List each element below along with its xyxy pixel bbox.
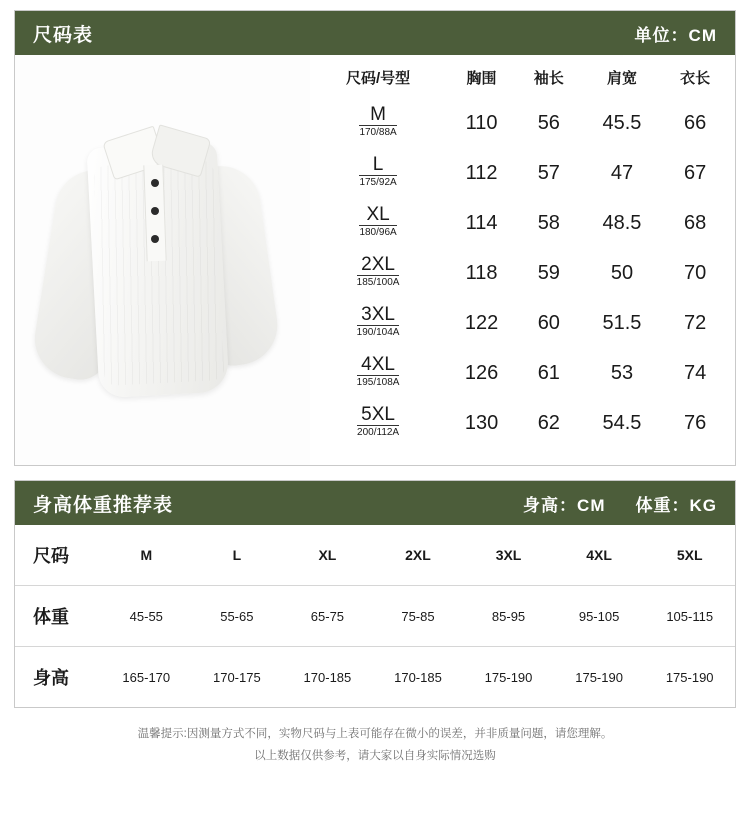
row-label-weight: 体重 [15,586,101,647]
cell-bust: 130 [464,411,499,434]
size-spec: 200/112A [357,427,400,438]
hw-height-cell: 175-190 [644,647,735,708]
hw-size-cell: 4XL [586,547,612,563]
height-weight-title: 身高体重推荐表 [33,494,174,516]
size-label: L [359,155,396,176]
table-row [15,525,735,586]
cell-bust: 122 [464,311,499,334]
col-length: 衣长 [680,70,711,87]
hw-size-cell: XL [318,547,337,563]
height-weight-table [15,525,735,707]
cell-size [310,248,446,298]
cell-size [310,148,446,198]
shirt-button-2 [151,207,159,215]
size-spec: 190/104A [356,327,400,338]
col-shoulder: 肩宽 [606,70,637,87]
cell-sleeve: 62 [537,411,560,434]
size-label: M [359,105,396,126]
note-line-2: 以上数据仅供参考，请大家以自身实际情况选购 [254,749,496,762]
size-table-pane [310,55,735,465]
table-row [310,298,727,348]
table-row [310,148,727,198]
cell-bust: 118 [465,261,498,284]
cell-size [310,198,446,248]
cell-bust: 110 [465,111,498,134]
product-photo [15,55,310,465]
cell-sleeve: 59 [537,261,560,284]
cell-length: 67 [684,161,707,184]
row-label-size: 尺码 [33,546,69,566]
note-line-1: 温馨提示:因测量方式不同，实物尺码与上表可能存在微小的误差，并非质量问题，请您理解。 [137,728,613,740]
hw-weight-cell: 55-65 [192,586,283,647]
shirt-illustration [41,103,291,423]
cell-length: 70 [684,261,707,284]
cell-shoulder: 48.5 [602,211,642,234]
height-weight-card [14,480,736,708]
cell-bust: 112 [465,161,498,184]
size-chart-title: 尺码表 [33,24,94,46]
cell-length: 72 [684,311,707,334]
size-spec: 175/92A [359,177,397,188]
hw-weight-cell: 105-115 [644,586,735,647]
table-row [310,198,727,248]
size-label: 2XL [357,255,400,276]
size-table-header-row [310,67,727,98]
cell-bust: 114 [465,211,498,234]
hw-size-cell: 3XL [495,547,522,563]
hw-height-cell: 170-185 [282,647,373,708]
hw-weight-cell: 45-55 [101,586,192,647]
size-chart-body [15,55,735,465]
cell-sleeve: 58 [537,211,560,234]
col-bust: 胸围 [466,70,497,87]
cell-shoulder: 51.5 [602,311,642,334]
size-spec: 180/96A [359,227,397,238]
cell-size [310,348,446,398]
size-spec: 195/108A [356,377,400,388]
size-chart-header [15,11,735,55]
table-row [15,647,735,708]
col-sleeve: 袖长 [533,70,564,87]
cell-size [310,398,446,448]
hw-size-cell: M [140,547,153,563]
footer-notes [14,724,736,768]
size-chart-unit: 单位：CM [634,25,717,45]
cell-shoulder: 53 [610,361,634,384]
cell-sleeve: 56 [537,111,560,134]
cell-length: 66 [684,111,707,134]
height-weight-header [15,481,735,525]
cell-sleeve: 60 [537,311,560,334]
hw-height-cell: 175-190 [554,647,645,708]
height-unit: 身高：CM [523,495,606,515]
hw-weight-cell: 65-75 [282,586,373,647]
cell-shoulder: 50 [610,261,634,284]
size-label: XL [359,205,396,226]
row-label-height: 身高 [15,647,101,708]
table-row [15,586,735,647]
cell-shoulder: 54.5 [602,411,642,434]
size-label: 5XL [357,405,399,426]
cell-length: 76 [684,411,707,434]
cell-shoulder: 47 [610,161,634,184]
size-spec: 185/100A [356,277,400,288]
cell-size [310,298,446,348]
size-chart-card [14,10,736,466]
size-label: 4XL [357,355,400,376]
cell-length: 74 [684,361,707,384]
table-row [310,348,727,398]
weight-unit: 体重：KG [635,495,717,515]
shirt-button-1 [151,179,159,187]
hw-height-cell: 170-175 [192,647,283,708]
cell-length: 68 [684,211,707,234]
hw-weight-cell: 85-95 [463,586,554,647]
hw-size-cell: L [232,547,242,563]
table-row [310,98,727,148]
hw-height-cell: 165-170 [101,647,192,708]
cell-shoulder: 45.5 [602,111,642,134]
hw-size-cell: 2XL [405,547,431,563]
cell-bust: 126 [464,361,499,384]
cell-size [310,98,446,148]
hw-height-cell: 170-185 [373,647,464,708]
hw-weight-cell: 95-105 [554,586,645,647]
hw-weight-cell: 75-85 [373,586,464,647]
size-spec: 170/88A [359,127,397,138]
col-size: 尺码/号型 [345,70,411,87]
cell-sleeve: 57 [537,161,560,184]
hw-height-cell: 175-190 [463,647,554,708]
table-row [310,398,727,448]
size-label: 3XL [357,305,400,326]
table-row [310,248,727,298]
cell-sleeve: 61 [537,361,560,384]
shirt-button-3 [151,235,159,243]
size-table [310,67,727,448]
hw-size-cell: 5XL [676,547,703,563]
